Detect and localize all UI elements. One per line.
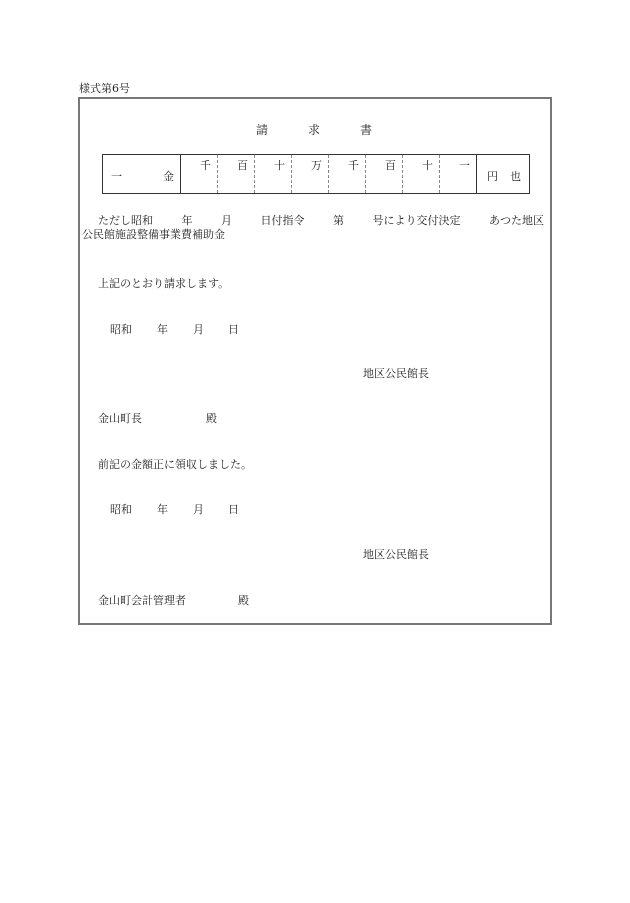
- digit-label: 百: [385, 159, 396, 172]
- date-year-1: 年: [157, 323, 168, 336]
- digit-cell: [366, 155, 403, 193]
- amount-box: [102, 154, 530, 194]
- date-month-2: 月: [193, 503, 204, 516]
- hall-chief-signature-2: 地区公民館長: [363, 548, 429, 561]
- digit-label: 百: [237, 159, 248, 172]
- proviso-directive-date: 日付指令: [260, 214, 305, 227]
- digit-cell: [292, 155, 329, 193]
- date-month-1: 月: [193, 323, 204, 336]
- proviso-number-prefix: 第: [333, 214, 344, 227]
- digit-label: 一: [459, 159, 470, 172]
- honorific-1: 殿: [206, 412, 217, 425]
- digit-cell: [403, 155, 440, 193]
- amount-prefix-ichi: 一: [111, 170, 122, 183]
- invoice-form: [78, 97, 552, 625]
- digit-cell: [218, 155, 255, 193]
- digit-cell: [181, 155, 218, 193]
- digit-label: 万: [311, 159, 322, 172]
- proviso-month: 月: [221, 214, 232, 227]
- honorific-2: 殿: [238, 594, 249, 607]
- receipt-statement: 前記の金額正に領収しました。: [98, 458, 252, 471]
- yen-cell: [477, 155, 529, 193]
- request-statement: 上記のとおり請求します。: [98, 277, 230, 290]
- nari-label: 也: [510, 170, 521, 183]
- addressee-mayor: 金山町長: [98, 412, 142, 425]
- amount-prefix-kin: 金: [163, 170, 174, 183]
- digit-label: 十: [422, 159, 433, 172]
- hall-chief-signature-1: 地区公民館長: [363, 367, 429, 380]
- digit-cell: [255, 155, 292, 193]
- date-era-2: 昭和: [110, 503, 132, 516]
- proviso-year: 年: [181, 214, 193, 227]
- title-char-2: 求: [307, 123, 322, 137]
- proviso-subsidy-name: 公民館施設整備事業費補助金: [82, 228, 225, 241]
- document-title: [80, 121, 550, 138]
- digit-label: 十: [274, 159, 285, 172]
- proviso-text: [82, 214, 548, 242]
- yen-label: 円: [487, 170, 498, 183]
- form-number: 様式第6号: [79, 82, 130, 95]
- amount-prefix: [103, 155, 181, 193]
- digit-cell: [329, 155, 366, 193]
- title-char-3: 書: [359, 123, 374, 137]
- digit-label: 千: [200, 159, 211, 172]
- date-day-1: 日: [228, 323, 239, 336]
- date-year-2: 年: [157, 503, 168, 516]
- title-char-1: 請: [255, 123, 270, 137]
- proviso-grant-decision: 号により交付決定: [372, 214, 461, 227]
- date-era-1: 昭和: [110, 323, 132, 336]
- addressee-treasurer: 金山町会計管理者: [98, 594, 186, 607]
- proviso-showa: ただし昭和: [98, 214, 153, 227]
- digit-cell: [440, 155, 477, 193]
- proviso-district: あつた地区: [489, 214, 544, 227]
- date-day-2: 日: [228, 503, 239, 516]
- digit-label: 千: [348, 159, 359, 172]
